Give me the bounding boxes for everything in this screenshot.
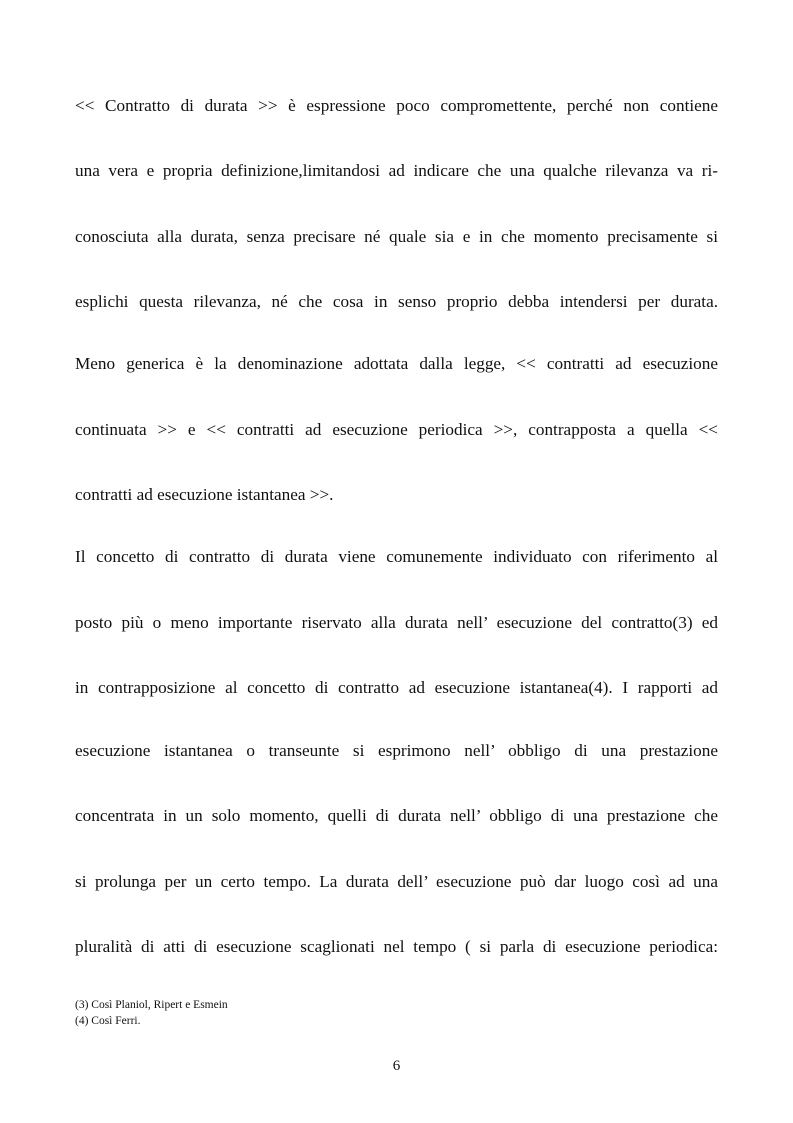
body-text-line: concentrata in un solo momento, quelli di durata nell’ obbligo di una prestazione che: [75, 806, 718, 825]
body-text-line: in contrapposizione al concetto di contratto ad esecuzione istantanea(4). I rapporti ad: [75, 678, 718, 697]
body-text-line: esplichi questa rilevanza, né che cosa in senso proprio debba intendersi per durata.: [75, 292, 718, 311]
body-text-line: esecuzione istantanea o transeunte si esprimono nell’ obbligo di una prestazione: [75, 741, 718, 760]
body-text-line: << Contratto di durata >> è espressione poco compromettente, perché non contiene: [75, 96, 718, 115]
footnote: (4) Così Ferri.: [75, 1015, 141, 1027]
body-text-line: Il concetto di contratto di durata viene comunemente individuato con riferimento al: [75, 547, 718, 566]
body-text-line: si prolunga per un certo tempo. La durata dell’ esecuzione può dar luogo così ad una: [75, 872, 718, 891]
body-text-line: conosciuta alla durata, senza precisare né quale sia e in che momento precisamente si: [75, 227, 718, 246]
body-text-line: contratti ad esecuzione istantanea >>.: [75, 485, 334, 504]
body-text-line: pluralità di atti di esecuzione scaglionati nel tempo ( si parla di esecuzione periodica:: [75, 937, 718, 956]
body-text-line: posto più o meno importante riservato alla durata nell’ esecuzione del contratto(3) ed: [75, 613, 718, 632]
page-number: 6: [392, 1058, 401, 1074]
body-text-line: continuata >> e << contratti ad esecuzione periodica >>, contrapposta a quella <<: [75, 420, 718, 439]
footnote: (3) Così Planiol, Ripert e Esmein: [75, 999, 228, 1011]
body-text-line: una vera e propria definizione,limitandosi ad indicare che una qualche rilevanza va ri-: [75, 161, 718, 180]
body-text-line: Meno generica è la denominazione adottata dalla legge, << contratti ad esecuzione: [75, 354, 718, 373]
